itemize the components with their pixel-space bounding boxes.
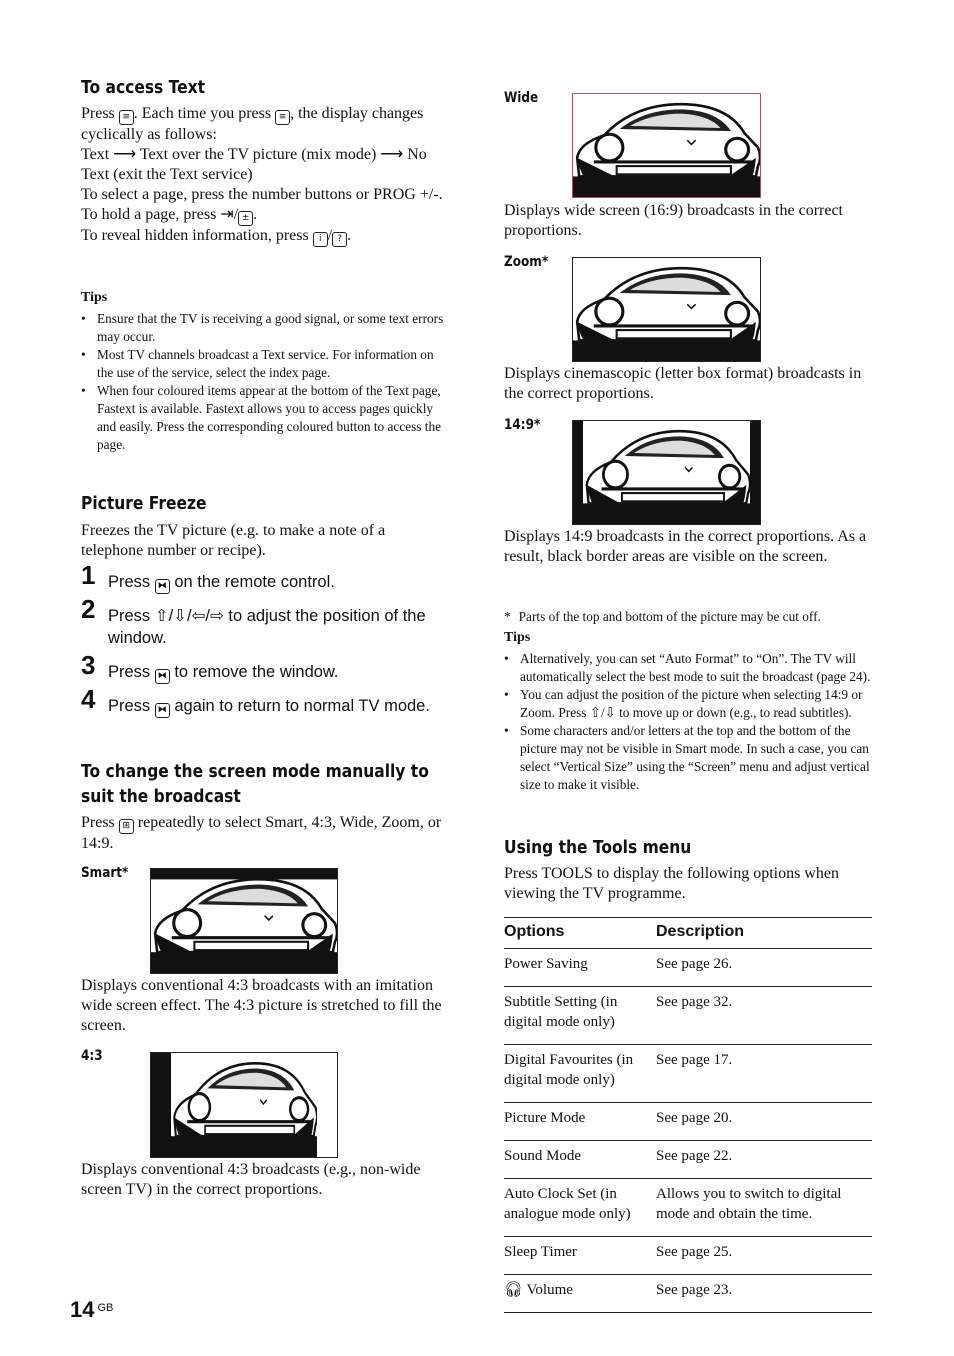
page-number: 14 $^{GB}$ [70, 1297, 114, 1322]
ratio-149-car-image [572, 420, 761, 525]
tools-heading: Using the Tools menu [504, 837, 692, 858]
zoom-car-image [572, 257, 761, 362]
table-row [504, 1275, 872, 1313]
tip-item: • Ensure that the TV is receiving a good signal, or some text errors may occur. [81, 310, 451, 346]
desc-cell: See page 22. [656, 1141, 872, 1179]
tip-item: • Most TV channels broadcast a Text service. For information on the use of the service, select the index page. [81, 346, 451, 382]
tools-intro: Press TOOLS to display the following options when viewing the TV programme. [504, 865, 839, 902]
desc-cell: See page 23. [656, 1275, 872, 1313]
arrow-keys-icon: ⇧/⇩/⇦/⇨ [154, 607, 224, 625]
right-tips-list [504, 650, 872, 794]
step-number: 1 [81, 560, 96, 590]
hold-page-icon: ± [238, 211, 253, 226]
ratio-149-label: 14:9* [504, 417, 541, 433]
option-cell: Sound Mode [504, 1141, 656, 1179]
zoom-desc: Displays cinemascopic (letter box format) broadcasts in the correct proportions. [504, 365, 862, 402]
smart-car-image [150, 868, 338, 974]
col-options-header: Options [504, 918, 656, 949]
desc-cell: Allows you to switch to digital mode and obtain the time. [656, 1179, 872, 1237]
picture-freeze-intro: Freezes the TV picture (e.g. to make a note of a telephone number or recipe). [81, 522, 386, 559]
access-text-p4: To hold a page, press ⇥/ ± . [81, 205, 451, 226]
tip-item: • When four coloured items appear at the bottom of the Text page, Fastext is available. Fastext allows you to access pages quickly and easily. Press the corresponding coloured button to access the page. [81, 382, 451, 454]
option-cell: Picture Mode [504, 1103, 656, 1141]
table-row [504, 1179, 872, 1237]
step-number: 2 [81, 594, 96, 624]
step-number: 4 [81, 684, 96, 714]
desc-cell: See page 20. [656, 1103, 872, 1141]
text-button-icon: ≡ [119, 110, 134, 125]
tips-list [81, 310, 451, 454]
option-cell: Subtitle Setting (in digital mode only) [504, 987, 656, 1045]
hold-icon: ⇥ [220, 206, 234, 223]
freeze-button-icon: ⧓ [155, 579, 170, 594]
reveal-info-icon: i [313, 232, 328, 247]
access-text-body [81, 104, 451, 247]
smart-label: Smart* [81, 865, 129, 881]
ratio-43-desc: Displays conventional 4:3 broadcasts (e.g., non-wide screen TV) in the correct proportions. [81, 1161, 421, 1198]
headphone-icon: 🎧︎ [504, 1282, 524, 1298]
desc-cell: See page 25. [656, 1237, 872, 1275]
option-cell: Auto Clock Set (in analogue mode only) [504, 1179, 656, 1237]
tools-table [504, 917, 872, 1313]
table-row [504, 949, 872, 987]
arrow-right-icon: ⟶ [380, 146, 404, 163]
desc-cell: See page 32. [656, 987, 872, 1045]
wide-car-image [572, 93, 761, 198]
table-row [504, 1045, 872, 1103]
table-row [504, 987, 872, 1045]
freeze-button-icon: ⧓ [155, 669, 170, 684]
access-text-p3: To select a page, press the number buttons or PROG +/-. [81, 186, 443, 203]
table-row [504, 1141, 872, 1179]
screen-mode-heading-1: To change the screen mode manually to [81, 761, 429, 782]
footnote: * Parts of the top and bottom of the picture may be cut off. [504, 609, 821, 624]
step-number: 3 [81, 650, 96, 680]
freeze-button-icon: ⧓ [155, 703, 170, 718]
option-cell: Sleep Timer [504, 1237, 656, 1275]
tip-item: • Alternatively, you can set “Auto Format” to “On”. The TV will automatically select the best mode to suit the broadcast (page 24). [504, 650, 872, 686]
tips-heading: Tips [81, 290, 108, 305]
access-text-heading: To access Text [81, 77, 206, 98]
tip-item: • You can adjust the position of the picture when selecting 14:9 or Zoom. Press ⇧/⇩ to move up or down (e.g., to read subtitles). [504, 686, 872, 722]
ratio-43-car-image [150, 1052, 338, 1158]
smart-desc: Displays conventional 4:3 broadcasts with an imitation wide screen effect. The 4:3 picture is stretched to fill the screen. [81, 977, 442, 1034]
zoom-label: Zoom* [504, 254, 549, 270]
picture-freeze-heading: Picture Freeze [81, 493, 207, 514]
text-button-icon: ≡ [275, 110, 290, 125]
access-text-p5: To reveal hidden information, press i / ? . [81, 226, 451, 247]
ratio-149-desc: Displays 14:9 broadcasts in the correct proportions. As a result, black border areas are visible on the screen. [504, 528, 867, 565]
access-text-p2: Text ⟶ Text over the TV picture (mix mode) ⟶ No Text (exit the Text service) [81, 146, 427, 183]
arrow-right-icon: ⟶ [113, 146, 137, 163]
table-row [504, 1237, 872, 1275]
option-cell: Power Saving [504, 949, 656, 987]
right-tips-heading: Tips [504, 630, 531, 645]
wide-label: Wide [504, 90, 539, 106]
tip-item: • Some characters and/or letters at the top and the bottom of the picture may not be visible in Smart mode. In such a case, you can select “Vertical Size” using the “Screen” menu and adjust vertical size to make it visible. [504, 722, 872, 794]
wide-desc: Displays wide screen (16:9) broadcasts in the correct proportions. [504, 202, 843, 239]
wide-mode-button-icon: ⊞ [119, 819, 134, 834]
screen-mode-intro: Press ⊞ repeatedly to select Smart, 4:3, Wide, Zoom, or 14:9. [81, 814, 442, 852]
col-description-header: Description [656, 918, 872, 949]
desc-cell: See page 17. [656, 1045, 872, 1103]
option-cell: 🎧︎ Volume [504, 1275, 656, 1313]
reveal-question-icon: ? [332, 232, 347, 247]
screen-mode-heading-2: suit the broadcast [81, 786, 241, 807]
table-row [504, 1103, 872, 1141]
table-header-row [504, 918, 872, 949]
desc-cell: See page 26. [656, 949, 872, 987]
access-text-p1: Press ≡ . Each time you press ≡ , the display changes cyclically as follows: [81, 105, 424, 143]
option-cell: Digital Favourites (in digital mode only) [504, 1045, 656, 1103]
ratio-43-label: 4:3 [81, 1048, 103, 1064]
